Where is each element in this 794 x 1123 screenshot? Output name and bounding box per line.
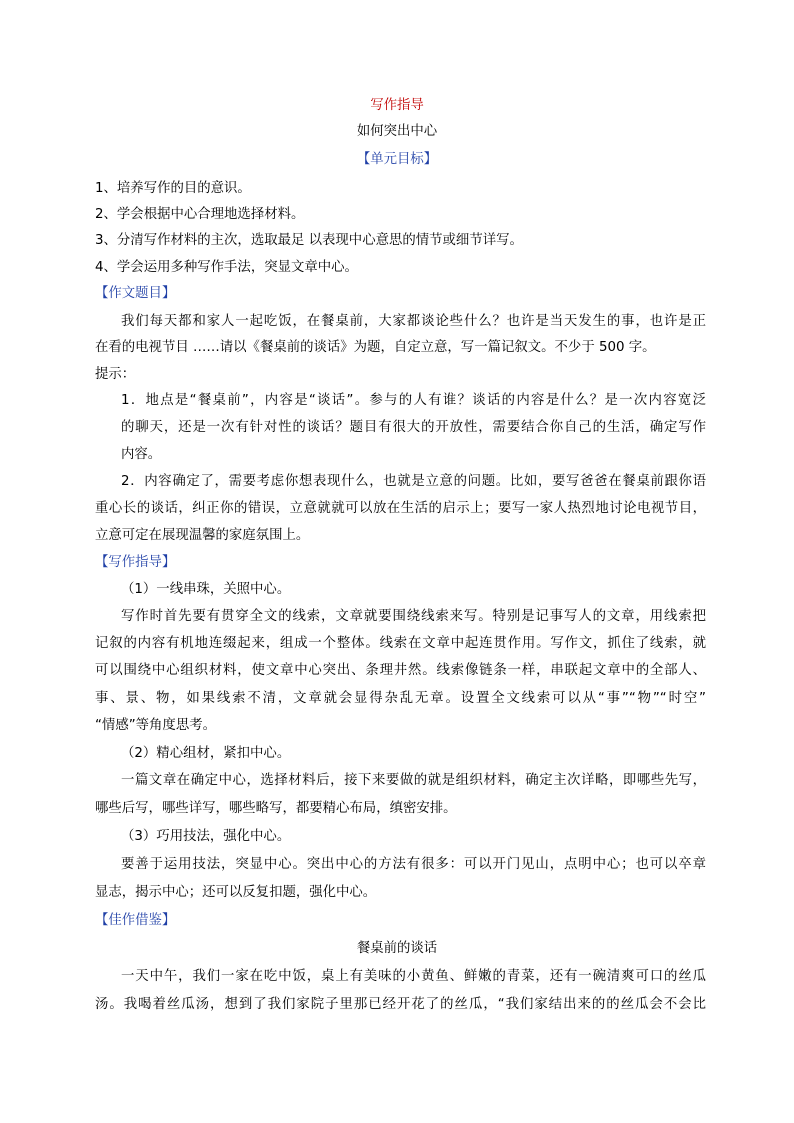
guide-subtitle: （3）巧用技法，强化中心。: [121, 829, 291, 844]
guide-line: 可以围绕中心组织材料，使文章中心突出、条理井然。线索像链条一样，串联起文章中的全部人、: [95, 663, 706, 678]
guide-line: 哪些后写，哪些详写，哪些略写，都要精心布局，缜密安排。: [95, 801, 457, 816]
goal-item: 1、培养写作的目的意识。: [95, 181, 251, 196]
guide-subtitle: （2）精心组材，紧扣中心。: [121, 746, 291, 761]
hint-line: 内容。: [121, 447, 162, 462]
section-heading-unit-goals: 【单元目标】: [356, 152, 438, 167]
hint-line: 的聊天，还是一次有针对性的谈话？题目有很大的开放性，需要结合你自己的生活，确定写作: [121, 420, 706, 435]
goal-item: 2、学会根据中心合理地选择材料。: [95, 207, 305, 222]
guide-line: 要善于运用技法，突显中心。突出中心的方法有很多：可以开门见山，点明中心；也可以卒章: [121, 857, 706, 872]
guide-line: 记叙的内容有机地连缀起来，组成一个整体。线索在文章中起连贯作用。写作文，抓住了线索，就: [95, 636, 706, 651]
goal-item: 4、学会运用多种写作手法，突显文章中心。: [95, 260, 358, 275]
sample-line: 汤。我喝着丝瓜汤，想到了我们家院子里那已经开花了的丝瓜，“我们家结出来的的丝瓜会不会比: [95, 997, 706, 1012]
hint-line: 立意可定在展现温馨的家庭氛围上。: [95, 528, 310, 543]
guide-line: “情感”等角度思考。: [95, 718, 216, 733]
topic-line: 在看的电视节目 ……请以《餐桌前的谈话》为题，自定立意，写一篇记叙文。不少于 500 字。: [95, 340, 656, 355]
topic-line: 我们每天都和家人一起吃饭，在餐桌前，大家都谈论些什么？也许是当天发生的事，也许是正: [121, 314, 706, 329]
guide-line: 写作时首先要有贯穿全文的线索，文章就要围绕线索来写。特别是记事写人的文章，用线索把: [121, 609, 706, 624]
goal-item: 3、分清写作材料的主次，选取最足 以表现中心意思的情节或细节详写。: [95, 233, 523, 248]
sample-line: 一天中午，我们一家在吃中饭，桌上有美味的小黄鱼、鲜嫩的青菜，还有一碗清爽可口的丝瓜: [121, 969, 706, 984]
hint-line: 1．地点是“餐桌前”，内容是“谈话”。参与的人有谁？谈话的内容是什么？是一次内容宽泛: [121, 393, 706, 408]
section-heading-topic: 【作文题目】: [95, 286, 176, 301]
guide-line: 事、景、物，如果线索不清，文章就会显得杂乱无章。设置全文线索可以从“事”“物”“时空”: [95, 691, 706, 706]
section-heading-sample: 【佳作借鉴】: [95, 913, 176, 928]
hint-line: 重心长的谈话，纠正你的错误，立意就就可以放在生活的启示上；要写一家人热烈地讨论电视节目，: [95, 501, 706, 516]
guide-line: 一篇文章在确定中心，选择材料后，接下来要做的就是组织材料，确定主次详略，即哪些先写，: [121, 773, 706, 788]
hint-line: 2．内容确定了，需要考虑你想表现什么，也就是立意的问题。比如，要写爸爸在餐桌前跟你语: [121, 474, 706, 489]
guide-line: 显志，揭示中心；还可以反复扣题，强化中心。: [95, 885, 377, 900]
sample-title: 餐桌前的谈话: [356, 941, 438, 956]
doc-title: 如何突出中心: [356, 124, 438, 139]
hint-label: 提示：: [95, 367, 136, 382]
section-heading-guide: 【写作指导】: [95, 555, 176, 570]
doc-label: 写作指导: [370, 98, 424, 113]
guide-subtitle: （1）一线串珠，关照中心。: [121, 582, 291, 597]
